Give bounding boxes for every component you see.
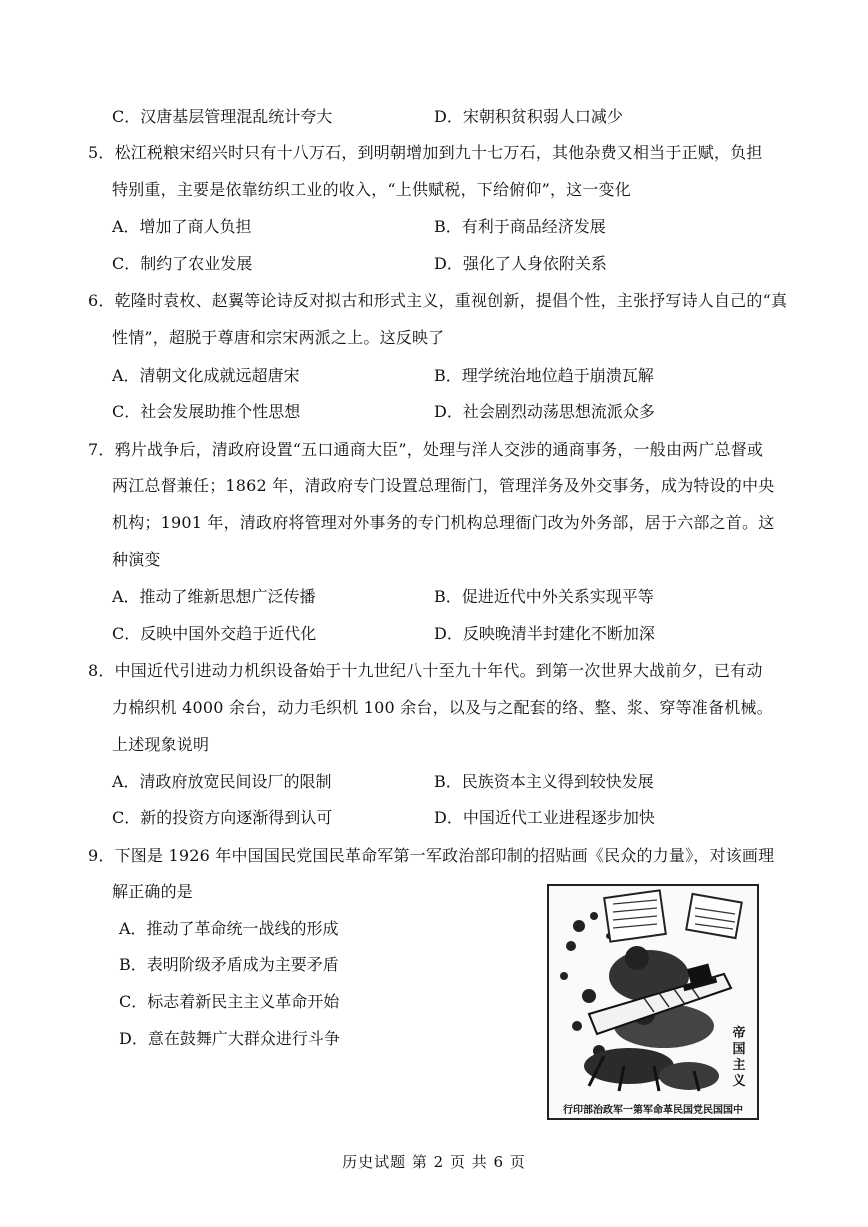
q7-stem-line3: 机构；1901 年，清政府将管理对外事务的专门机构总理衙门改为外务部，居于六部之首。这 <box>112 513 775 532</box>
poster-side-text: 帝国主义 <box>732 1026 746 1089</box>
poster-illustration <box>549 886 757 1118</box>
q9-stem-line2: 解正确的是 <box>112 882 194 901</box>
q5-option-a: A．增加了商人负担 <box>112 217 252 236</box>
q9-option-a: A．推动了革命统一战线的形成 <box>119 919 339 938</box>
q5-option-b: B．有利于商品经济发展 <box>434 217 606 236</box>
q6-option-c: C．社会发展助推个性思想 <box>112 402 301 421</box>
q8-option-b: B．民族资本主义得到较快发展 <box>434 772 654 791</box>
q7-option-b: B．促进近代中外关系实现平等 <box>434 587 654 606</box>
q5-option-d: D．强化了人身依附关系 <box>434 254 607 273</box>
q4-option-d: D．宋朝积贫积弱人口减少 <box>434 107 623 126</box>
q5-stem-line1: 5．松江税粮宋绍兴时只有十八万石，到明朝增加到九十七万石，其他杂费又相当于正赋，负担 <box>88 143 763 162</box>
q8-stem-line1: 8．中国近代引进动力机织设备始于十九世纪八十至九十年代。到第一次世界大战前夕，已有动 <box>88 661 763 680</box>
q8-stem-line2: 力棉织机 4000 余台，动力毛织机 100 余台，以及与之配套的络、整、浆、穿等准备机械。 <box>112 698 773 717</box>
page-footer: 历史试题 第 2 页 共 6 页 <box>342 1153 526 1171</box>
q7-option-c: C．反映中国外交趋于近代化 <box>112 624 317 643</box>
q7-stem-line4: 种演变 <box>112 550 161 569</box>
q9-option-c: C．标志着新民主主义革命开始 <box>119 992 340 1011</box>
poster-caption: 行印部治政军一第军命革民国党民国国中 <box>563 1105 743 1116</box>
q6-option-d: D．社会剧烈动荡思想流派众多 <box>434 402 655 421</box>
q8-option-c: C．新的投资方向逐渐得到认可 <box>112 808 333 827</box>
q6-option-a: A．清朝文化成就远超唐宋 <box>112 366 300 385</box>
q8-option-d: D．中国近代工业进程逐步加快 <box>434 808 655 827</box>
q5-option-c: C．制约了农业发展 <box>112 254 253 273</box>
q4-option-c: C．汉唐基层管理混乱统计夸大 <box>112 107 333 126</box>
q9-stem-line1: 9．下图是 1926 年中国国民党国民革命军第一军政治部印制的招贴画《民众的力量》，对该画理 <box>88 846 775 865</box>
q7-option-a: A．推动了维新思想广泛传播 <box>112 587 316 606</box>
q8-option-a: A．清政府放宽民间设厂的限制 <box>112 772 332 791</box>
q7-option-d: D．反映晚清半封建化不断加深 <box>434 624 655 643</box>
q8-stem-line3: 上述现象说明 <box>112 735 210 754</box>
q6-option-b: B．理学统治地位趋于崩溃瓦解 <box>434 366 654 385</box>
q7-stem-line2: 两江总督兼任；1862 年，清政府专门设置总理衙门，管理洋务及外交事务，成为特设的中央 <box>112 476 775 495</box>
q7-stem-line1: 7．鸦片战争后，清政府设置“五口通商大臣”，处理与洋人交涉的通商事务，一般由两广总督或 <box>88 440 764 459</box>
q9-option-d: D．意在鼓舞广大群众进行斗争 <box>119 1029 340 1048</box>
q6-stem-line2: 性情”，超脱于尊唐和宗宋两派之上。这反映了 <box>112 328 445 347</box>
q5-stem-line2: 特别重，主要是依靠纺织工业的收入，“上供赋税，下给俯仰”，这一变化 <box>112 180 631 199</box>
poster-figure <box>547 884 759 1120</box>
q9-option-b: B．表明阶级矛盾成为主要矛盾 <box>119 955 339 974</box>
q6-stem-line1: 6．乾隆时袁枚、赵翼等论诗反对拟古和形式主义，重视创新，提倡个性，主张抒写诗人自己的“真 <box>88 291 788 310</box>
